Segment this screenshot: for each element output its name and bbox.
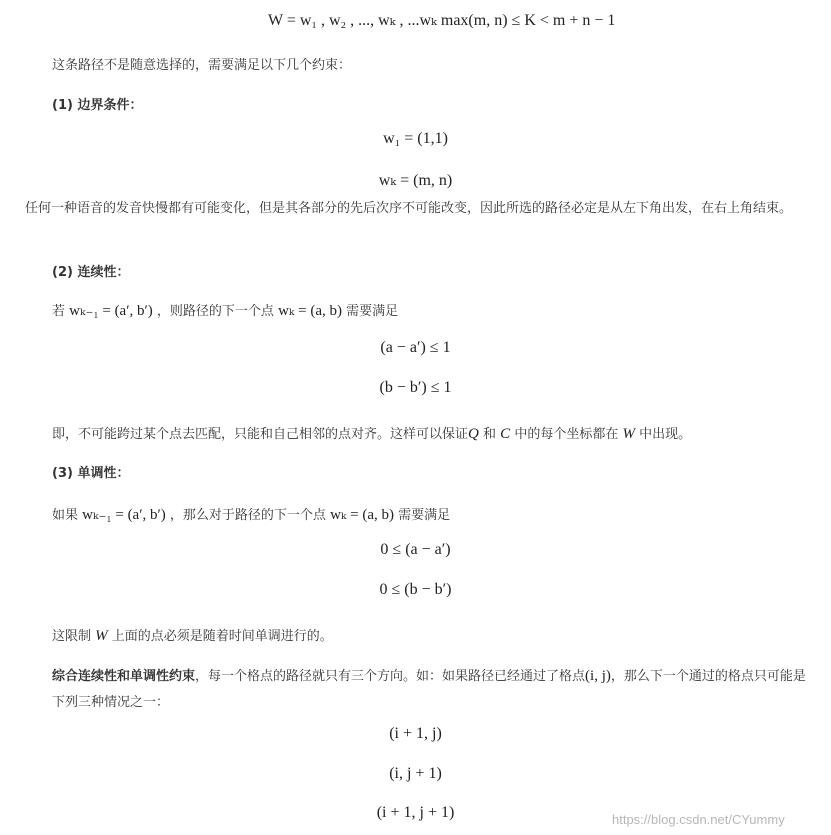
continuity-eq-1: (a − a′) ≤ 1	[380, 339, 451, 356]
formula-header: W = w₁ , w₂ , ..., wₖ , ...wₖ max(m, n) ≤ K < m + n − 1	[268, 12, 616, 29]
monotonic-if: 如果	[52, 508, 79, 523]
summary-eq-2: (i, j + 1)	[389, 765, 442, 782]
monotonic-desc-pre: 这限制	[52, 629, 92, 644]
monotonic-desc-w: W	[95, 628, 108, 644]
continuity-desc-w: W	[622, 426, 635, 442]
continuity-need: 需要满足	[346, 304, 399, 319]
continuity-desc-q: Q	[468, 426, 479, 442]
boundary-heading: (1) 边界条件：	[52, 98, 143, 113]
continuity-desc-post: 中出现。	[639, 427, 692, 442]
continuity-desc-c: C	[500, 426, 511, 442]
continuity-math-prev: wₖ₋₁ = (a′, b′)	[69, 303, 153, 319]
continuity-mid: ，则路径的下一个点	[156, 304, 274, 319]
monotonic-math-prev: wₖ₋₁ = (a′, b′)	[82, 507, 166, 523]
summary-eq-3: (i + 1, j + 1)	[376, 804, 455, 821]
summary-eq-1: (i + 1, j)	[389, 725, 442, 742]
monotonic-mid: ，那么对于路径的下一个点	[169, 508, 326, 523]
intro-text: 这条路径不是随意选择的，需要满足以下几个约束：	[52, 58, 352, 73]
boundary-desc: 任何一种语音的发音快慢都有可能变化，但是其各部分的先后次序不可能改变，因此所选的路径必定是从左下角出发，在右上角结束。	[25, 201, 793, 216]
summary-text-2: ，那么下一个通过的格点只可能是下列三种情况之一：	[52, 669, 806, 710]
continuity-desc	[52, 423, 691, 446]
continuity-desc-pre: 即，不可能跨过某个点去匹配，只能和自己相邻的点对齐。这样可以保证	[52, 427, 469, 442]
monotonic-math-next: wₖ = (a, b)	[330, 507, 394, 523]
boundary-eq-2: wₖ = (m, n)	[378, 172, 453, 189]
continuity-eq-2: (b − b′) ≤ 1	[379, 379, 452, 396]
continuity-line	[52, 300, 398, 323]
continuity-heading: (2) 连续性：	[52, 265, 130, 280]
monotonic-eq-2: 0 ≤ (b − b′)	[379, 581, 452, 598]
continuity-desc-and: 和	[483, 427, 497, 442]
monotonic-desc-post: 上面的点必须是随着时间单调进行的。	[111, 629, 333, 644]
monotonic-line	[52, 504, 450, 527]
continuity-if: 若	[52, 304, 66, 319]
monotonic-need: 需要满足	[398, 508, 451, 523]
summary-text-1: ，每一个格点的路径就只有三个方向。如：如果路径已经通过了格点	[195, 669, 586, 684]
summary-bold: 综合连续性和单调性约束	[52, 669, 196, 684]
monotonic-desc	[52, 625, 333, 648]
monotonic-heading: (3) 单调性：	[52, 466, 130, 481]
summary-paragraph	[52, 663, 812, 716]
monotonic-eq-1: 0 ≤ (a − a′)	[380, 541, 451, 558]
summary-math-ij: (i, j)	[585, 668, 611, 684]
watermark: https://blog.csdn.net/CYummy	[612, 812, 785, 827]
continuity-desc-mid: 中的每个坐标都在	[514, 427, 619, 442]
continuity-math-next: wₖ = (a, b)	[278, 303, 342, 319]
boundary-eq-1: w₁ = (1,1)	[383, 130, 448, 147]
